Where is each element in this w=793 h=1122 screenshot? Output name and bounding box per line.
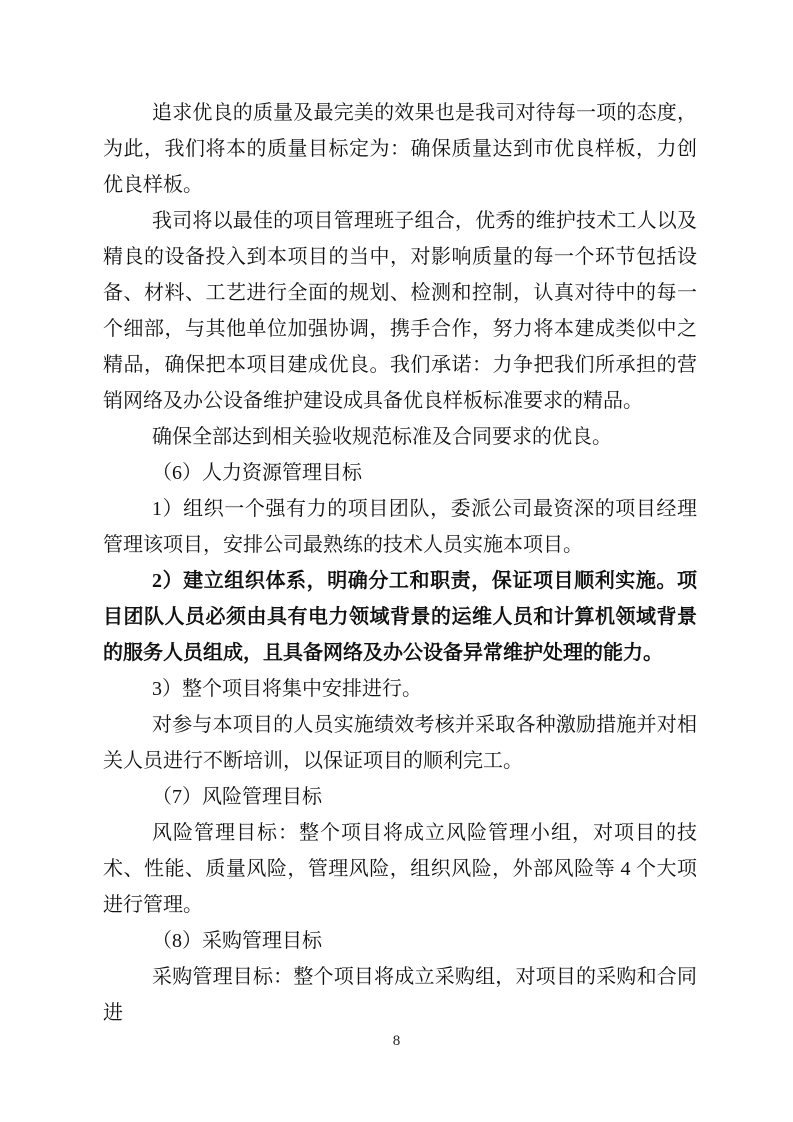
paragraph: 风险管理目标：整个项目将成立风险管理小组，对项目的技术、性能、质量风险，管理风险，组织风险，外部风险等 4 个大项进行管理。	[103, 822, 697, 916]
paragraph: 采购管理目标：整个项目将成立采购组，对项目的采购和合同进	[103, 966, 697, 1024]
paragraph: 确保全部达到相关验收规范标准及合同要求的优良。	[152, 426, 612, 448]
paragraph: 2）建立组织体系，明确分工和职责，保证项目顺利实施。项目团队人员必须由具有电力领域背景的运维人员和计算机领域背景的服务人员组成，且具备网络及办公设备异常维护处理的能力。	[103, 570, 697, 664]
paragraph: 我司将以最佳的项目管理班子组合，优秀的维护技术工人以及精良的设备投入到本项目的当中，对影响质量的每一个环节包括设备、材料、工艺进行全面的规划、检测和控制，认真对待中的每一个细部，与其他单位加强协调，携手合作，努力将本建成类似中之精品，确保把本项目建成优良。我们承诺：力争把我们所承担的营销网络及办公设备维护建设成具备优良样板标准要求的精品。	[103, 210, 697, 412]
paragraph: 对参与本项目的人员实施绩效考核并采取各种激励措施并对相关人员进行不断培训，以保证项目的顺利完工。	[103, 714, 697, 772]
section-heading: （8）采购管理目标	[152, 930, 322, 952]
paragraph: 追求优良的质量及最完美的效果也是我司对待每一项的态度，为此，我们将本的质量目标定为：确保质量达到市优良样板，力创优良样板。	[103, 102, 697, 196]
section-heading: （7）风险管理目标	[152, 786, 322, 808]
document-body	[103, 95, 697, 1031]
paragraph: 1）组织一个强有力的项目团队，委派公司最资深的项目经理管理该项目，安排公司最熟练的技术人员实施本项目。	[103, 498, 697, 556]
paragraph: 3）整个项目将集中安排进行。	[152, 678, 422, 700]
page-footer	[0, 1032, 793, 1050]
page-number: 8	[392, 1033, 401, 1049]
section-heading: （6）人力资源管理目标	[152, 462, 362, 484]
